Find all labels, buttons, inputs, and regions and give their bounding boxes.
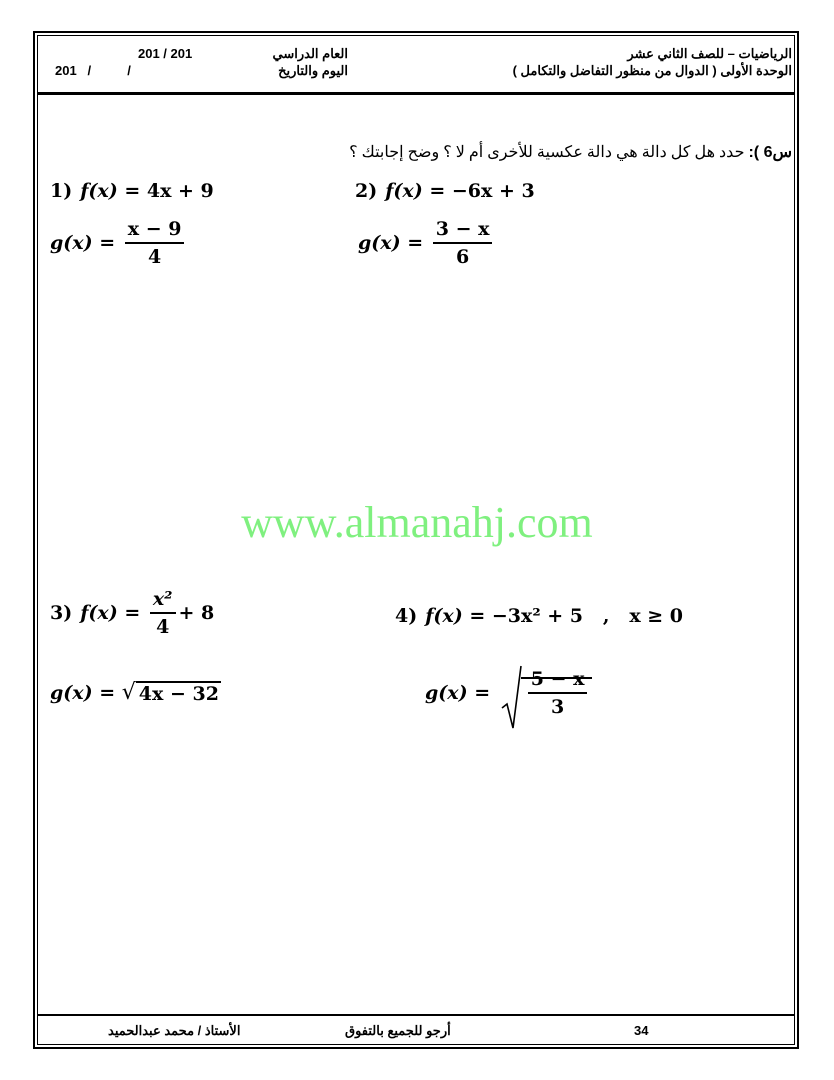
question-text: حدد هل كل دالة هي دالة عكسية للأخرى أم لا ؟ وضح إجابتك ؟	[349, 144, 745, 161]
problem-1-label: 1)	[50, 180, 73, 202]
problem-1-g-numerator: x − 9	[125, 218, 185, 244]
problem-1-g-denominator: 4	[148, 246, 162, 268]
problem-4-f-lhs: f(x) =	[425, 605, 486, 627]
problem-2-label: 2)	[355, 180, 378, 202]
header-date-label: اليوم والتاريخ	[278, 63, 348, 78]
problem-4-f-rhs: −3x² + 5 , x ≥ 0	[491, 605, 684, 627]
problem-3-f	[50, 588, 214, 638]
header-subject: الرياضيات – للصف الثاني عشر	[627, 46, 792, 61]
problem-2-g-denominator: 6	[456, 246, 470, 268]
watermark: www.almanahj.com	[241, 498, 593, 547]
problem-3-g-lhs: g(x) =	[50, 681, 116, 704]
problem-2-g-numerator: 3 − x	[433, 218, 493, 244]
problem-1-g-fraction	[125, 218, 185, 268]
problem-4-g-denominator: 3	[551, 696, 565, 718]
problem-2-g-fraction	[433, 218, 493, 268]
problem-1-f	[50, 180, 214, 202]
problem-4-f	[395, 605, 683, 627]
question-number: س6 ):	[748, 144, 792, 161]
problem-2-f	[355, 180, 535, 202]
problem-4-g	[425, 668, 592, 718]
problem-3-label: 3)	[50, 602, 73, 624]
problem-4-g-fraction	[528, 668, 588, 718]
question-line	[349, 142, 792, 162]
problem-1-g-lhs: g(x) =	[50, 232, 116, 254]
footer-teacher: الأستاذ / محمد عبدالحميد	[108, 1023, 241, 1038]
header-unit: الوحدة الأولى ( الدوال من منظور التفاضل والتكامل )	[512, 63, 792, 78]
problem-1-f-rhs: 4x + 9	[146, 180, 214, 202]
problem-3-f-tail: + 8	[178, 602, 215, 624]
problem-3-f-fraction	[150, 588, 176, 638]
problem-1-f-lhs: f(x) =	[80, 180, 141, 202]
problem-4-g-lhs: g(x) =	[425, 682, 491, 704]
footer-page-number: 34	[634, 1023, 649, 1038]
sqrt-symbol-icon: √	[121, 680, 136, 705]
problem-2-g	[358, 218, 495, 268]
sqrt-symbol-icon	[501, 664, 523, 730]
problem-4-label: 4)	[395, 605, 418, 627]
problem-2-f-lhs: f(x) =	[385, 180, 446, 202]
problem-3-g	[50, 680, 221, 705]
footer-wish: أرجو للجميع بالتفوق	[345, 1023, 451, 1038]
header-year-label: العام الدراسي	[272, 46, 348, 61]
problem-2-g-lhs: g(x) =	[358, 232, 424, 254]
problem-3-f-lhs: f(x) =	[80, 602, 141, 624]
problem-1-g	[50, 218, 187, 268]
problem-4-g-numerator: 5 − x	[528, 668, 588, 694]
problem-4-g-sqrt	[501, 668, 593, 718]
problem-3-f-numerator: x²	[150, 588, 176, 614]
header-year-value: 201 / 201	[138, 46, 193, 61]
problem-2-f-rhs: −6x + 3	[451, 180, 535, 202]
problem-3-g-sqrt	[122, 680, 221, 705]
header-date-value: 201 / /	[55, 63, 131, 78]
problem-3-f-denominator: 4	[156, 616, 170, 638]
problem-3-g-radicand: 4x − 32	[136, 681, 221, 705]
